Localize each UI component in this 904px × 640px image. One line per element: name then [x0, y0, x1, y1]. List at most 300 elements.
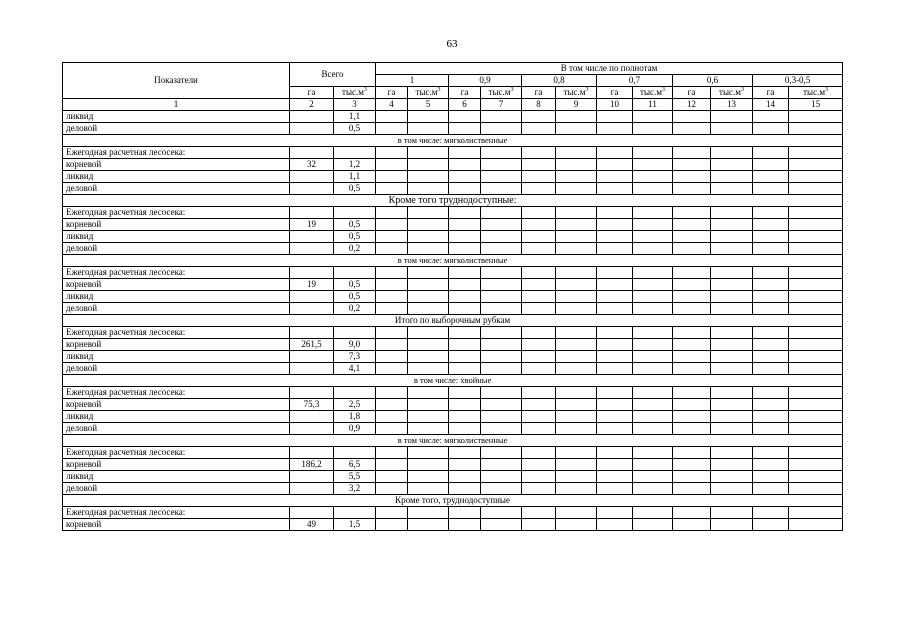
row-label: корневой — [63, 279, 290, 291]
density-value-cell — [481, 387, 522, 399]
density-value-cell — [556, 123, 597, 135]
total-area-cell: 75,3 — [290, 399, 334, 411]
table-row — [63, 327, 843, 339]
density-value-cell — [481, 243, 522, 255]
table-row — [63, 291, 843, 303]
density-value-cell — [789, 447, 843, 459]
column-number: 13 — [711, 99, 753, 111]
row-label: Ежегодная расчетная лесосека: — [63, 447, 290, 459]
density-value-cell — [522, 111, 556, 123]
density-value-cell — [449, 267, 481, 279]
density-value-cell — [673, 471, 711, 483]
total-area-cell — [290, 183, 334, 195]
density-value-cell — [673, 291, 711, 303]
density-value-cell — [597, 123, 633, 135]
header-indicators: Показатели — [63, 63, 290, 99]
row-label: деловой — [63, 363, 290, 375]
density-value-cell — [522, 183, 556, 195]
total-volume-cell: 5,5 — [334, 471, 376, 483]
density-value-cell — [711, 399, 753, 411]
density-value-cell — [753, 219, 789, 231]
density-value-cell — [753, 279, 789, 291]
density-value-cell — [522, 267, 556, 279]
density-value-cell — [522, 399, 556, 411]
density-value-cell — [711, 507, 753, 519]
table-row — [63, 363, 843, 375]
table-row — [63, 399, 843, 411]
density-value-cell — [449, 243, 481, 255]
table-header — [63, 63, 843, 111]
density-value-cell — [481, 459, 522, 471]
density-value-cell — [449, 423, 481, 435]
unit-volume-superscript: 3 — [510, 87, 514, 93]
density-value-cell — [481, 483, 522, 495]
total-volume-cell: 0,5 — [334, 279, 376, 291]
density-value-cell — [408, 219, 449, 231]
density-value-cell — [556, 303, 597, 315]
density-value-cell — [753, 291, 789, 303]
unit-volume-superscript: 3 — [363, 87, 367, 93]
density-value-cell — [789, 279, 843, 291]
density-value-cell — [522, 159, 556, 171]
density-value-cell — [673, 147, 711, 159]
row-label: ликвид — [63, 351, 290, 363]
density-header: 0,7 — [597, 75, 673, 87]
unit-ha: га — [673, 87, 711, 99]
section-row — [63, 315, 843, 327]
row-label: деловой — [63, 123, 290, 135]
total-area-cell — [290, 363, 334, 375]
column-number: 12 — [673, 99, 711, 111]
density-value-cell — [449, 231, 481, 243]
density-value-cell — [597, 171, 633, 183]
column-number: 7 — [481, 99, 522, 111]
density-value-cell — [597, 231, 633, 243]
row-label: деловой — [63, 183, 290, 195]
density-value-cell — [481, 159, 522, 171]
density-value-cell — [789, 123, 843, 135]
density-value-cell — [556, 291, 597, 303]
density-value-cell — [408, 411, 449, 423]
density-value-cell — [408, 387, 449, 399]
row-label: Ежегодная расчетная лесосека: — [63, 207, 290, 219]
density-value-cell — [633, 387, 673, 399]
density-value-cell — [711, 387, 753, 399]
density-value-cell — [376, 399, 408, 411]
total-area-cell — [290, 327, 334, 339]
density-value-cell — [376, 363, 408, 375]
total-area-cell: 19 — [290, 219, 334, 231]
density-value-cell — [711, 411, 753, 423]
density-value-cell — [789, 303, 843, 315]
unit-volume-superscript: 3 — [661, 87, 665, 93]
density-value-cell — [556, 351, 597, 363]
density-value-cell — [481, 351, 522, 363]
density-value-cell — [597, 423, 633, 435]
density-value-cell — [449, 123, 481, 135]
density-value-cell — [522, 459, 556, 471]
density-value-cell — [711, 339, 753, 351]
total-volume-cell — [334, 147, 376, 159]
table-row — [63, 411, 843, 423]
density-value-cell — [711, 111, 753, 123]
density-value-cell — [481, 411, 522, 423]
density-value-cell — [711, 159, 753, 171]
density-value-cell — [597, 459, 633, 471]
total-area-cell: 32 — [290, 159, 334, 171]
row-label: ликвид — [63, 471, 290, 483]
density-value-cell — [673, 483, 711, 495]
density-value-cell — [522, 207, 556, 219]
density-value-cell — [408, 519, 449, 531]
total-area-cell — [290, 447, 334, 459]
section-title: в том числе: мягколиственные — [63, 435, 843, 447]
density-value-cell — [522, 471, 556, 483]
density-value-cell — [449, 387, 481, 399]
row-label: корневой — [63, 519, 290, 531]
total-area-cell: 261,5 — [290, 339, 334, 351]
density-value-cell — [753, 207, 789, 219]
density-value-cell — [789, 507, 843, 519]
section-title: в том числе: хвойные — [63, 375, 843, 387]
density-value-cell — [522, 231, 556, 243]
density-value-cell — [376, 519, 408, 531]
total-volume-cell: 1,1 — [334, 111, 376, 123]
column-number: 15 — [789, 99, 843, 111]
row-label: Ежегодная расчетная лесосека: — [63, 387, 290, 399]
density-value-cell — [673, 159, 711, 171]
density-value-cell — [753, 183, 789, 195]
density-value-cell — [633, 519, 673, 531]
density-value-cell — [789, 351, 843, 363]
density-value-cell — [597, 339, 633, 351]
density-value-cell — [597, 507, 633, 519]
density-value-cell — [789, 411, 843, 423]
row-label: Ежегодная расчетная лесосека: — [63, 507, 290, 519]
density-value-cell — [753, 267, 789, 279]
density-value-cell — [556, 339, 597, 351]
density-value-cell — [789, 159, 843, 171]
density-value-cell — [789, 363, 843, 375]
density-value-cell — [789, 243, 843, 255]
table-row — [63, 507, 843, 519]
density-value-cell — [376, 219, 408, 231]
density-value-cell — [481, 423, 522, 435]
table-body — [63, 111, 843, 531]
density-value-cell — [449, 351, 481, 363]
density-value-cell — [556, 483, 597, 495]
density-value-cell — [376, 111, 408, 123]
total-area-cell — [290, 123, 334, 135]
density-value-cell — [753, 519, 789, 531]
density-value-cell — [481, 519, 522, 531]
density-value-cell — [556, 363, 597, 375]
density-value-cell — [522, 351, 556, 363]
density-value-cell — [481, 147, 522, 159]
density-value-cell — [481, 231, 522, 243]
density-value-cell — [449, 471, 481, 483]
total-area-cell — [290, 243, 334, 255]
density-value-cell — [408, 147, 449, 159]
density-value-cell — [522, 339, 556, 351]
total-volume-cell: 0,5 — [334, 219, 376, 231]
density-value-cell — [449, 219, 481, 231]
density-value-cell — [633, 459, 673, 471]
total-volume-cell — [334, 387, 376, 399]
density-value-cell — [376, 279, 408, 291]
density-value-cell — [376, 351, 408, 363]
density-value-cell — [597, 279, 633, 291]
density-value-cell — [673, 171, 711, 183]
density-value-cell — [633, 243, 673, 255]
density-value-cell — [633, 279, 673, 291]
density-value-cell — [556, 231, 597, 243]
density-value-cell — [376, 327, 408, 339]
section-row — [63, 135, 843, 147]
density-value-cell — [711, 423, 753, 435]
density-value-cell — [633, 207, 673, 219]
table-row — [63, 243, 843, 255]
density-value-cell — [597, 351, 633, 363]
density-value-cell — [711, 231, 753, 243]
density-value-cell — [481, 279, 522, 291]
density-value-cell — [597, 387, 633, 399]
density-value-cell — [789, 387, 843, 399]
density-value-cell — [633, 147, 673, 159]
density-value-cell — [753, 423, 789, 435]
density-value-cell — [597, 483, 633, 495]
density-value-cell — [753, 459, 789, 471]
density-value-cell — [673, 231, 711, 243]
density-value-cell — [789, 459, 843, 471]
row-label: ликвид — [63, 111, 290, 123]
density-value-cell — [449, 483, 481, 495]
density-value-cell — [633, 183, 673, 195]
density-value-cell — [522, 519, 556, 531]
density-value-cell — [481, 507, 522, 519]
density-value-cell — [711, 303, 753, 315]
density-value-cell — [376, 423, 408, 435]
unit-ha: га — [597, 87, 633, 99]
density-value-cell — [556, 147, 597, 159]
unit-volume-text: тыс.м — [488, 87, 511, 97]
density-value-cell — [481, 327, 522, 339]
row-label: деловой — [63, 423, 290, 435]
density-header: 0,3-0,5 — [753, 75, 843, 87]
table-row — [63, 351, 843, 363]
density-value-cell — [597, 219, 633, 231]
density-value-cell — [633, 267, 673, 279]
density-value-cell — [673, 387, 711, 399]
density-value-cell — [449, 183, 481, 195]
section-row — [63, 435, 843, 447]
density-value-cell — [556, 447, 597, 459]
table-row — [63, 303, 843, 315]
table-row — [63, 423, 843, 435]
total-volume-cell: 0,5 — [334, 231, 376, 243]
density-value-cell — [522, 279, 556, 291]
density-value-cell — [789, 327, 843, 339]
density-value-cell — [673, 363, 711, 375]
total-volume-cell: 1,5 — [334, 519, 376, 531]
column-number: 2 — [290, 99, 334, 111]
density-value-cell — [633, 507, 673, 519]
density-value-cell — [408, 183, 449, 195]
total-area-cell — [290, 411, 334, 423]
density-header: 0,8 — [522, 75, 597, 87]
density-value-cell — [597, 291, 633, 303]
density-value-cell — [789, 147, 843, 159]
density-value-cell — [789, 471, 843, 483]
density-value-cell — [376, 447, 408, 459]
column-number: 8 — [522, 99, 556, 111]
row-label: Ежегодная расчетная лесосека: — [63, 267, 290, 279]
density-value-cell — [673, 411, 711, 423]
density-value-cell — [597, 447, 633, 459]
total-volume-cell: 0,5 — [334, 123, 376, 135]
density-value-cell — [408, 291, 449, 303]
total-volume-cell: 1,8 — [334, 411, 376, 423]
density-value-cell — [522, 291, 556, 303]
density-value-cell — [753, 351, 789, 363]
density-value-cell — [556, 519, 597, 531]
density-value-cell — [753, 231, 789, 243]
density-value-cell — [556, 399, 597, 411]
density-value-cell — [789, 291, 843, 303]
density-value-cell — [481, 111, 522, 123]
column-number: 5 — [408, 99, 449, 111]
total-area-cell — [290, 267, 334, 279]
density-value-cell — [481, 207, 522, 219]
section-row — [63, 375, 843, 387]
density-value-cell — [556, 207, 597, 219]
density-value-cell — [376, 291, 408, 303]
density-value-cell — [597, 411, 633, 423]
density-value-cell — [753, 327, 789, 339]
table-row — [63, 267, 843, 279]
section-title: в том числе: мягколиственные — [63, 255, 843, 267]
density-value-cell — [376, 471, 408, 483]
density-value-cell — [376, 207, 408, 219]
density-value-cell — [408, 339, 449, 351]
density-value-cell — [556, 327, 597, 339]
total-volume-cell: 3,2 — [334, 483, 376, 495]
density-value-cell — [753, 171, 789, 183]
column-number: 14 — [753, 99, 789, 111]
density-value-cell — [673, 459, 711, 471]
density-value-cell — [753, 303, 789, 315]
density-value-cell — [408, 171, 449, 183]
density-value-cell — [753, 339, 789, 351]
density-value-cell — [633, 483, 673, 495]
row-label: ликвид — [63, 231, 290, 243]
density-value-cell — [673, 243, 711, 255]
total-area-cell: 19 — [290, 279, 334, 291]
density-value-cell — [597, 303, 633, 315]
density-value-cell — [789, 171, 843, 183]
density-value-cell — [673, 519, 711, 531]
density-value-cell — [633, 219, 673, 231]
density-value-cell — [753, 147, 789, 159]
column-number: 4 — [376, 99, 408, 111]
unit-ha: га — [376, 87, 408, 99]
density-header: 0,6 — [673, 75, 753, 87]
density-value-cell — [711, 183, 753, 195]
density-value-cell — [556, 423, 597, 435]
total-area-cell — [290, 147, 334, 159]
density-value-cell — [376, 303, 408, 315]
density-value-cell — [556, 267, 597, 279]
density-value-cell — [711, 279, 753, 291]
table-row — [63, 231, 843, 243]
unit-ha: га — [290, 87, 334, 99]
total-volume-cell: 0,2 — [334, 243, 376, 255]
total-volume-cell — [334, 507, 376, 519]
density-value-cell — [789, 519, 843, 531]
column-number: 6 — [449, 99, 481, 111]
density-value-cell — [633, 291, 673, 303]
density-value-cell — [673, 183, 711, 195]
density-value-cell — [481, 291, 522, 303]
density-value-cell — [789, 423, 843, 435]
table-row — [63, 147, 843, 159]
density-value-cell — [711, 459, 753, 471]
density-value-cell — [789, 267, 843, 279]
density-value-cell — [673, 339, 711, 351]
density-value-cell — [376, 171, 408, 183]
density-value-cell — [711, 363, 753, 375]
total-volume-cell: 0,5 — [334, 183, 376, 195]
density-value-cell — [408, 363, 449, 375]
density-value-cell — [376, 183, 408, 195]
total-volume-cell: 6,5 — [334, 459, 376, 471]
density-value-cell — [408, 267, 449, 279]
section-title: в том числе: мягколиственные — [63, 135, 843, 147]
density-value-cell — [522, 171, 556, 183]
table-row — [63, 171, 843, 183]
total-area-cell — [290, 231, 334, 243]
density-value-cell — [597, 363, 633, 375]
density-value-cell — [449, 159, 481, 171]
density-value-cell — [481, 447, 522, 459]
row-label: корневой — [63, 399, 290, 411]
density-value-cell — [711, 351, 753, 363]
density-value-cell — [753, 483, 789, 495]
density-value-cell — [408, 327, 449, 339]
density-value-cell — [753, 471, 789, 483]
row-label: корневой — [63, 459, 290, 471]
density-header: 0,9 — [449, 75, 522, 87]
density-value-cell — [556, 171, 597, 183]
density-value-cell — [556, 411, 597, 423]
table-row — [63, 459, 843, 471]
total-volume-cell: 9,0 — [334, 339, 376, 351]
total-area-cell — [290, 171, 334, 183]
density-value-cell — [711, 123, 753, 135]
total-area-cell: 186,2 — [290, 459, 334, 471]
row-label: корневой — [63, 339, 290, 351]
table-row — [63, 483, 843, 495]
density-value-cell — [522, 303, 556, 315]
density-value-cell — [449, 339, 481, 351]
total-volume-cell — [334, 327, 376, 339]
column-number: 1 — [63, 99, 290, 111]
density-value-cell — [481, 399, 522, 411]
density-value-cell — [481, 339, 522, 351]
row-label: ликвид — [63, 291, 290, 303]
density-value-cell — [376, 159, 408, 171]
density-value-cell — [481, 471, 522, 483]
